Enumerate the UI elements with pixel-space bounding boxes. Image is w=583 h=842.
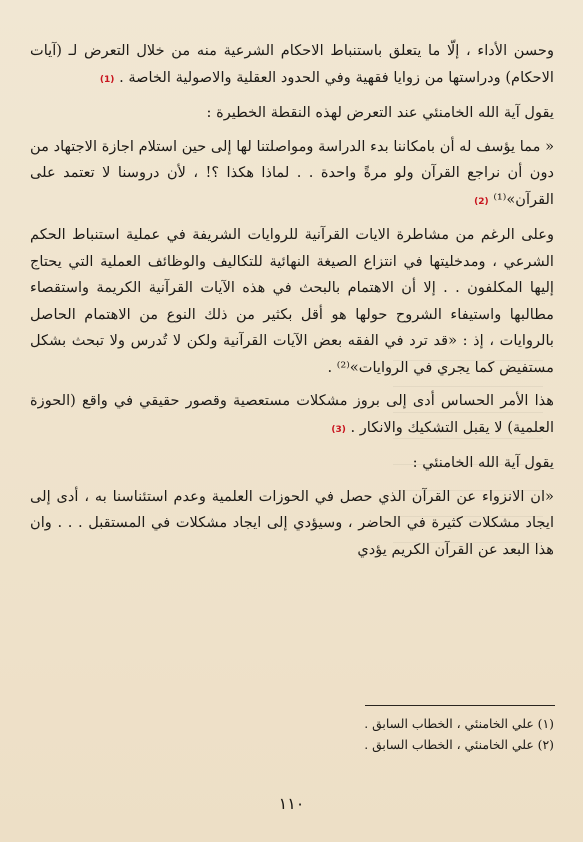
annotation-mark: (1) <box>99 74 115 85</box>
paragraph-text: « مما يؤسف له أن بامكاننا بدء الدراسة ومواصلتنا لها إلى حين استلام اجازة الاجتهاد من دون أن نراجع القرآن ولو مرةً واحدة . . لماذا هكذا ؟! ، لأن دروسنا لا تعتمد على القرآن»⁽¹⁾ <box>30 137 554 208</box>
paragraph-text: هذا الأمر الحساس أدى إلى بروز مشكلات مستعصية وقصور حقيقي في واقع (الحوزة العلمية) لا يقبل التشكيك والانكار . <box>30 392 554 436</box>
footnote: (٢) علي الخامنئي ، الخطاب السابق . <box>364 737 554 752</box>
paragraph <box>30 134 554 216</box>
paragraph <box>30 38 554 93</box>
page-number: ١١٠ <box>278 794 305 813</box>
paragraph <box>30 388 554 443</box>
paragraph: يقول آية الله الخامنئي عند التعرض لهذه النقطة الخطيرة : <box>206 104 554 121</box>
annotation-mark: (2) <box>474 196 489 207</box>
annotation-mark: (3) <box>331 424 346 435</box>
footnotes <box>30 713 554 755</box>
paragraph: يقول آية الله الخامنئي : <box>412 454 554 471</box>
footnote: (١) علي الخامنئي ، الخطاب السابق . <box>364 716 554 731</box>
footnote-separator <box>365 705 555 706</box>
paragraph: «ان الانزواء عن القرآن الذي حصل في الحوزات العلمية وعدم استئناسنا به ، أدى إلى ايجاد مشكلات كثيرة في الحاضر ، وسيؤدي إلى ايجاد مشكلات في المستقبل . . . وان هذا البعد عن القرآن الكريم يؤدي <box>30 487 554 558</box>
body-text <box>30 38 554 563</box>
paragraph: وعلى الرغم من مشاطرة الايات القرآنية للروايات الشريفة في عملية استنباط الحكم الشرعي ، ومدخليتها في انتزاع الصيغة النهائية للتكاليف والوظائف العملية التي يحتاج إليها المكلفون . . إلا أن الاهتمام بالبحث في هذه الآيات القرآنية الكريمة واستقصاء مطالبها واستيفاء الشروح حولها هو أقل بكثير من ذلك النوع من الاهتمام الحاصل بالروايات ، إذ : «قد ترد في الفقه بعض الآيات القرآنية ولكن لا تُدرس ولا تبحث بشكل مستفيض كما يجري في الروايات»⁽²⁾ . <box>30 226 554 376</box>
paragraph-text: وحسن الأداء ، إلّا ما يتعلق باستنباط الاحكام الشرعية منه من خلال التعرض لـ (آيات الاحكام) ودراستها من زوايا فقهية وفي الحدود العقلية والاصولية الخاصة . <box>30 42 554 86</box>
